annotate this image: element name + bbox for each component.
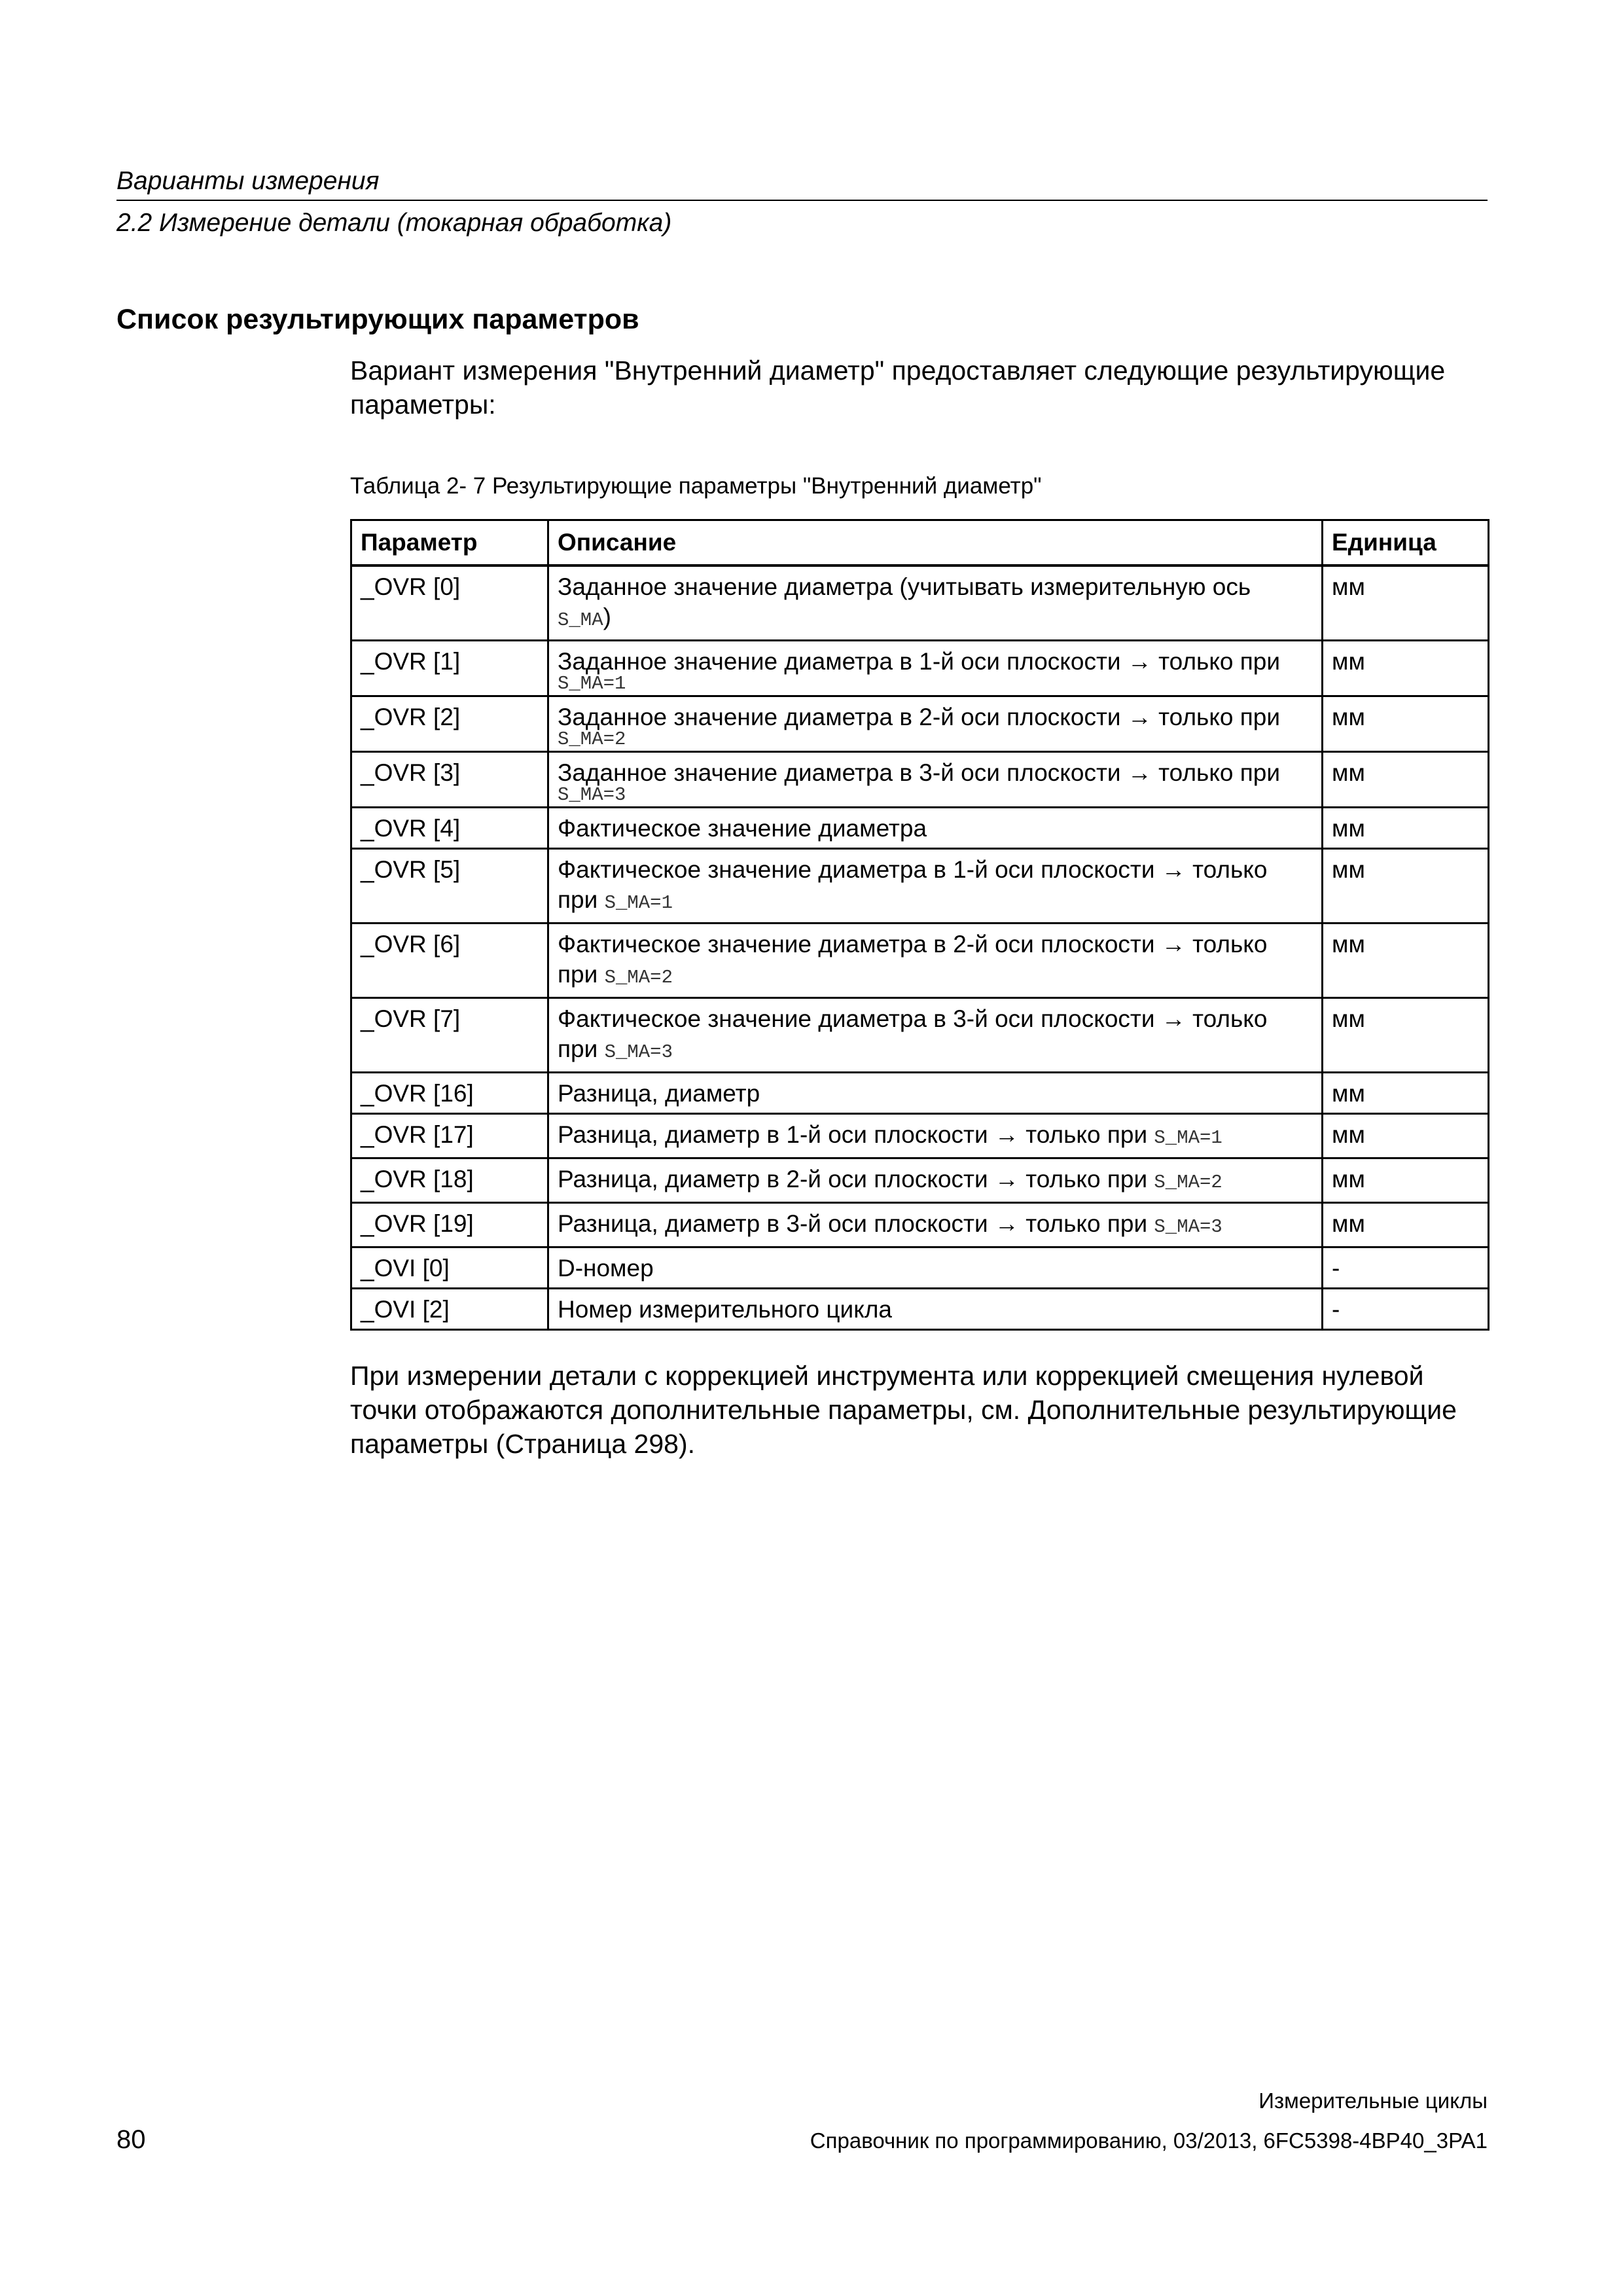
description-cell [548, 696, 1323, 752]
unit-cell: мм [1323, 565, 1489, 641]
description-text-2: при [558, 886, 598, 913]
description-cell [548, 998, 1323, 1073]
header-rule [116, 200, 1488, 201]
description-text-2: при [558, 1035, 598, 1062]
unit-cell: мм [1323, 1114, 1489, 1158]
description-text: Разница, диаметр в 1-й оси плоскости → только при [558, 1121, 1148, 1148]
table-row [351, 1114, 1489, 1158]
param-cell: _OVR [2] [351, 696, 548, 752]
unit-cell: мм [1323, 641, 1489, 696]
unit-cell: мм [1323, 808, 1489, 849]
header-parameter: Параметр [351, 520, 548, 566]
running-header-chapter: Варианты измерения [116, 167, 380, 195]
result-parameters-table [350, 519, 1489, 1331]
code-value: S_MA [558, 609, 603, 631]
table-row [351, 1289, 1489, 1330]
code-value: S_MA=2 [604, 967, 673, 988]
description-cell: Разница, диаметр [548, 1073, 1323, 1114]
description-text: Заданное значение диаметра в 2-й оси плоскости → только при [558, 704, 1281, 730]
param-cell: _OVI [0] [351, 1247, 548, 1289]
description-cell [548, 849, 1323, 924]
unit-cell: мм [1323, 1203, 1489, 1247]
unit-cell: мм [1323, 849, 1489, 924]
section-title: Список результирующих параметров [116, 304, 639, 335]
code-value: S_MA=1 [1154, 1127, 1222, 1149]
page-number: 80 [116, 2125, 146, 2154]
table-row [351, 849, 1489, 924]
description-text: Фактическое значение диаметра в 1-й оси плоскости → только [558, 856, 1268, 883]
table-row [351, 565, 1489, 641]
code-value: S_MA=3 [1154, 1216, 1222, 1238]
description-cell [548, 1114, 1323, 1158]
table-header-row [351, 520, 1489, 566]
footer-book-title: Измерительные циклы [1258, 2089, 1488, 2113]
description-text: Фактическое значение диаметра в 2-й оси плоскости → только [558, 931, 1268, 958]
param-cell: _OVR [19] [351, 1203, 548, 1247]
description-cell [548, 641, 1323, 696]
description-cell: Номер измерительного цикла [548, 1289, 1323, 1330]
description-text-2: при [558, 961, 598, 988]
param-cell: _OVR [1] [351, 641, 548, 696]
description-text: Заданное значение диаметра в 3-й оси плоскости → только при [558, 759, 1281, 786]
table-row [351, 1158, 1489, 1203]
description-text: Фактическое значение диаметра в 3-й оси плоскости → только [558, 1005, 1268, 1032]
unit-cell: мм [1323, 924, 1489, 998]
header-description: Описание [548, 520, 1323, 566]
param-cell: _OVR [7] [351, 998, 548, 1073]
code-value: S_MA=3 [604, 1041, 673, 1063]
description-text: Разница, диаметр в 2-й оси плоскости → только при [558, 1166, 1148, 1193]
code-value: S_MA=2 [1154, 1172, 1222, 1193]
header-unit: Единица [1323, 520, 1489, 566]
description-text: Разница, диаметр в 3-й оси плоскости → только при [558, 1210, 1148, 1237]
code-value: S_MA=1 [558, 673, 626, 694]
unit-cell: мм [1323, 752, 1489, 808]
table-row [351, 1203, 1489, 1247]
table-caption: Таблица 2- 7 Результирующие параметры "Внутренний диаметр" [350, 473, 1042, 499]
description-cell: D-номер [548, 1247, 1323, 1289]
unit-cell: мм [1323, 696, 1489, 752]
param-cell: _OVR [5] [351, 849, 548, 924]
code-value: S_MA=1 [604, 892, 673, 914]
param-cell: _OVR [6] [351, 924, 548, 998]
intro-paragraph: Вариант измерения "Внутренний диаметр" предоставляет следующие результирующие параметры: [350, 355, 1446, 420]
description-cell [548, 1203, 1323, 1247]
param-cell: _OVR [0] [351, 565, 548, 641]
param-cell: _OVR [4] [351, 808, 548, 849]
param-cell: _OVR [18] [351, 1158, 548, 1203]
unit-cell: мм [1323, 998, 1489, 1073]
unit-cell: мм [1323, 1158, 1489, 1203]
table-row [351, 696, 1489, 752]
table-row [351, 752, 1489, 808]
description-cell [548, 752, 1323, 808]
unit-cell: - [1323, 1247, 1489, 1289]
unit-cell: мм [1323, 1073, 1489, 1114]
table-row [351, 808, 1489, 849]
param-cell: _OVR [3] [351, 752, 548, 808]
table-row [351, 1247, 1489, 1289]
additional-parameters-paragraph: При измерении детали с коррекцией инструмента или коррекцией смещения нулевой точки отображаются дополнительные параметры, см. Дополнительные результирующие параметры (Страница 298). [350, 1361, 1457, 1459]
table-row [351, 641, 1489, 696]
description-text: Заданное значение диаметра в 1-й оси плоскости → только при [558, 648, 1281, 675]
param-cell: _OVI [2] [351, 1289, 548, 1330]
description-cell [548, 565, 1323, 641]
table-row [351, 1073, 1489, 1114]
description-text: Заданное значение диаметра (учитывать измерительную ось [558, 573, 1251, 600]
description-suffix: ) [603, 603, 611, 630]
param-cell: _OVR [17] [351, 1114, 548, 1158]
description-cell [548, 924, 1323, 998]
code-value: S_MA=2 [558, 728, 626, 750]
table-row [351, 924, 1489, 998]
description-cell [548, 1158, 1323, 1203]
param-cell: _OVR [16] [351, 1073, 548, 1114]
table-row [351, 998, 1489, 1073]
footer-reference: Справочник по программированию, 03/2013, 6FC5398-4BP40_3PA1 [810, 2128, 1488, 2153]
description-cell: Фактическое значение диаметра [548, 808, 1323, 849]
code-value: S_MA=3 [558, 784, 626, 806]
unit-cell: - [1323, 1289, 1489, 1330]
running-header-section: 2.2 Измерение детали (токарная обработка) [116, 209, 672, 237]
